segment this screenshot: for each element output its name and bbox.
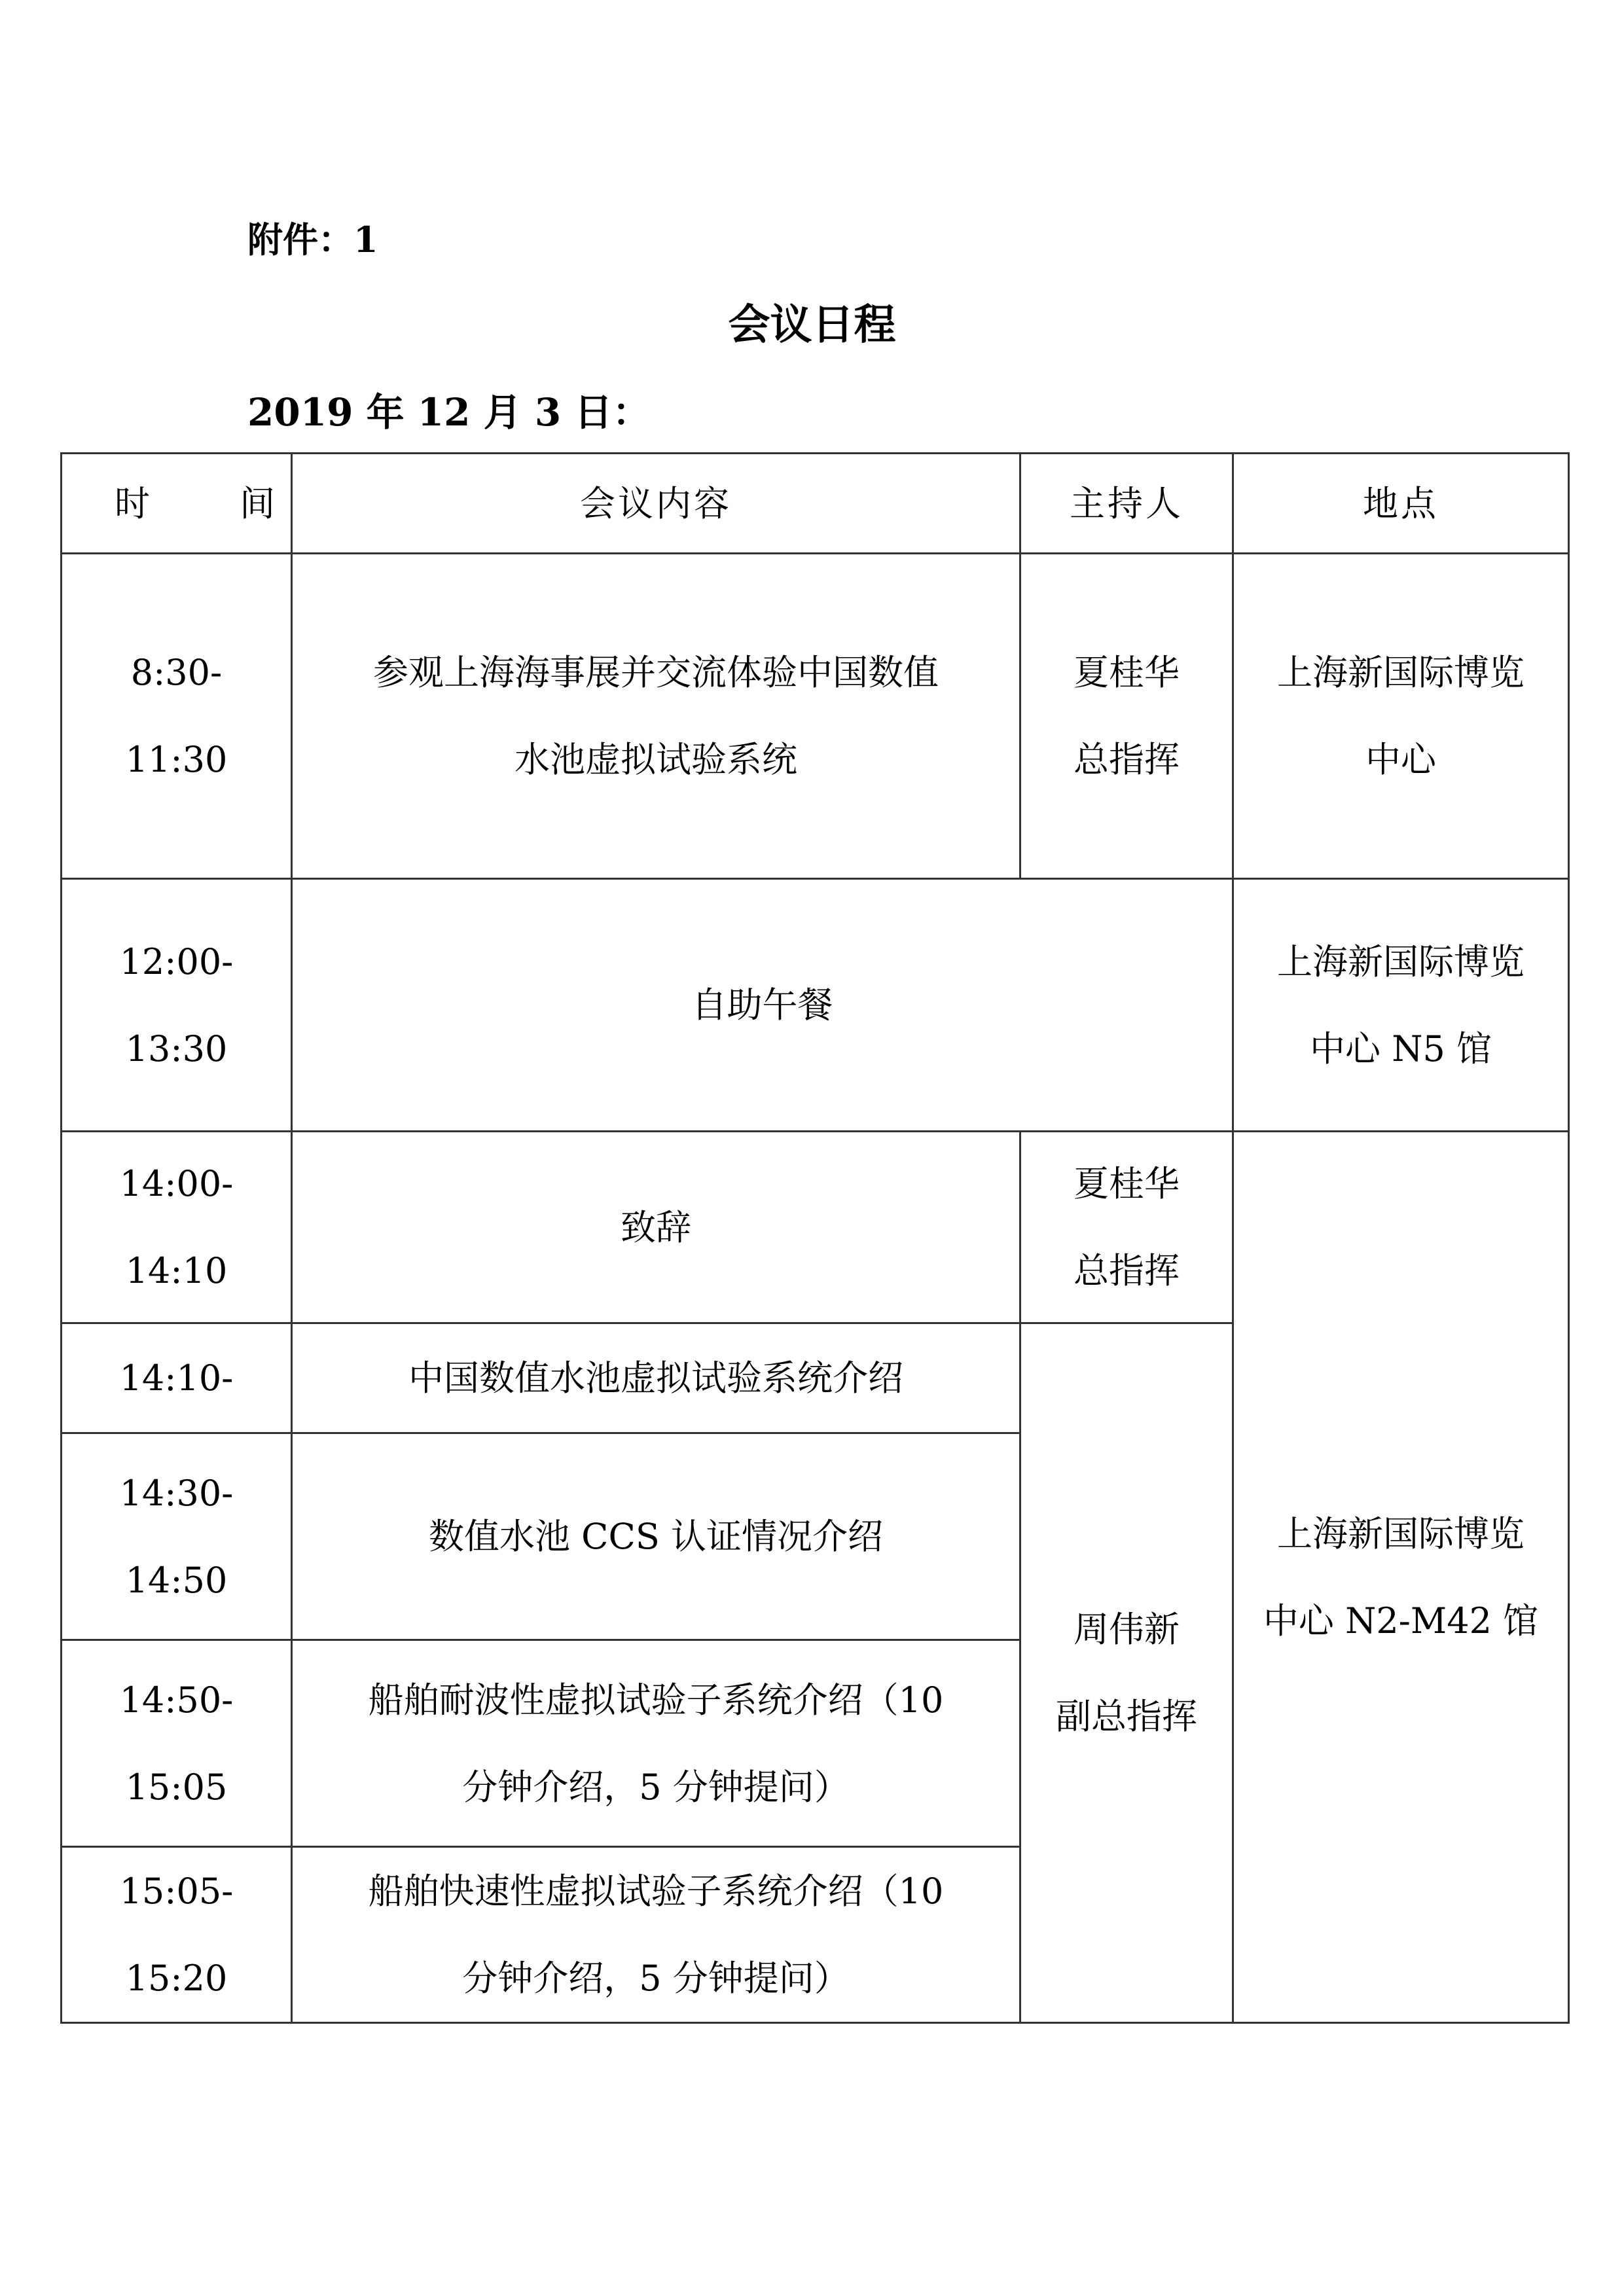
- content-cell: 数值水池 CCS 认证情况介绍: [292, 1433, 1020, 1640]
- content-cell: 中国数值水池虚拟试验系统介绍: [292, 1323, 1020, 1433]
- table-row: [62, 554, 1569, 879]
- schedule-table: [60, 452, 1570, 2024]
- time-cell: 14:00- 14:10: [62, 1132, 292, 1323]
- content-cell: 船舶耐波性虚拟试验子系统介绍（10 分钟介绍，5 分钟提问）: [292, 1640, 1020, 1847]
- location-cell: 上海新国际博览 中心 N5 馆: [1233, 879, 1569, 1132]
- location-cell: 上海新国际博览 中心: [1233, 554, 1569, 879]
- schedule-date: 2019 年 12 月 3 日：: [247, 390, 651, 435]
- table-row: [62, 879, 1569, 1132]
- location-cell-group: 上海新国际博览 中心 N2-M42 馆: [1233, 1132, 1569, 2023]
- host-cell: 夏桂华 总指挥: [1020, 554, 1233, 879]
- host-cell: 夏桂华 总指挥: [1020, 1132, 1233, 1323]
- attachment-label: 附件：1: [247, 219, 378, 260]
- time-cell: 12:00- 13:30: [62, 879, 292, 1132]
- table-row: [62, 1132, 1569, 1323]
- content-cell: 参观上海海事展并交流体验中国数值 水池虚拟试验系统: [292, 554, 1020, 879]
- time-cell: 14:10-: [62, 1323, 292, 1433]
- header-content: 会议内容: [292, 454, 1020, 554]
- host-cell-group: 周伟新 副总指挥: [1020, 1323, 1233, 2023]
- time-cell: 15:05- 15:20: [62, 1847, 292, 2023]
- header-location: 地点: [1233, 454, 1569, 554]
- content-cell: 船舶快速性虚拟试验子系统介绍（10 分钟介绍，5 分钟提问）: [292, 1847, 1020, 2023]
- header-host: 主持人: [1020, 454, 1233, 554]
- time-cell: 8:30- 11:30: [62, 554, 292, 879]
- header-time: 时 间: [62, 454, 292, 554]
- document-title: 会议日程: [728, 300, 896, 350]
- time-cell: 14:30- 14:50: [62, 1433, 292, 1640]
- time-cell: 14:50- 15:05: [62, 1640, 292, 1847]
- content-cell: 致辞: [292, 1132, 1020, 1323]
- table-header-row: [62, 454, 1569, 554]
- content-cell: 自助午餐: [292, 879, 1233, 1132]
